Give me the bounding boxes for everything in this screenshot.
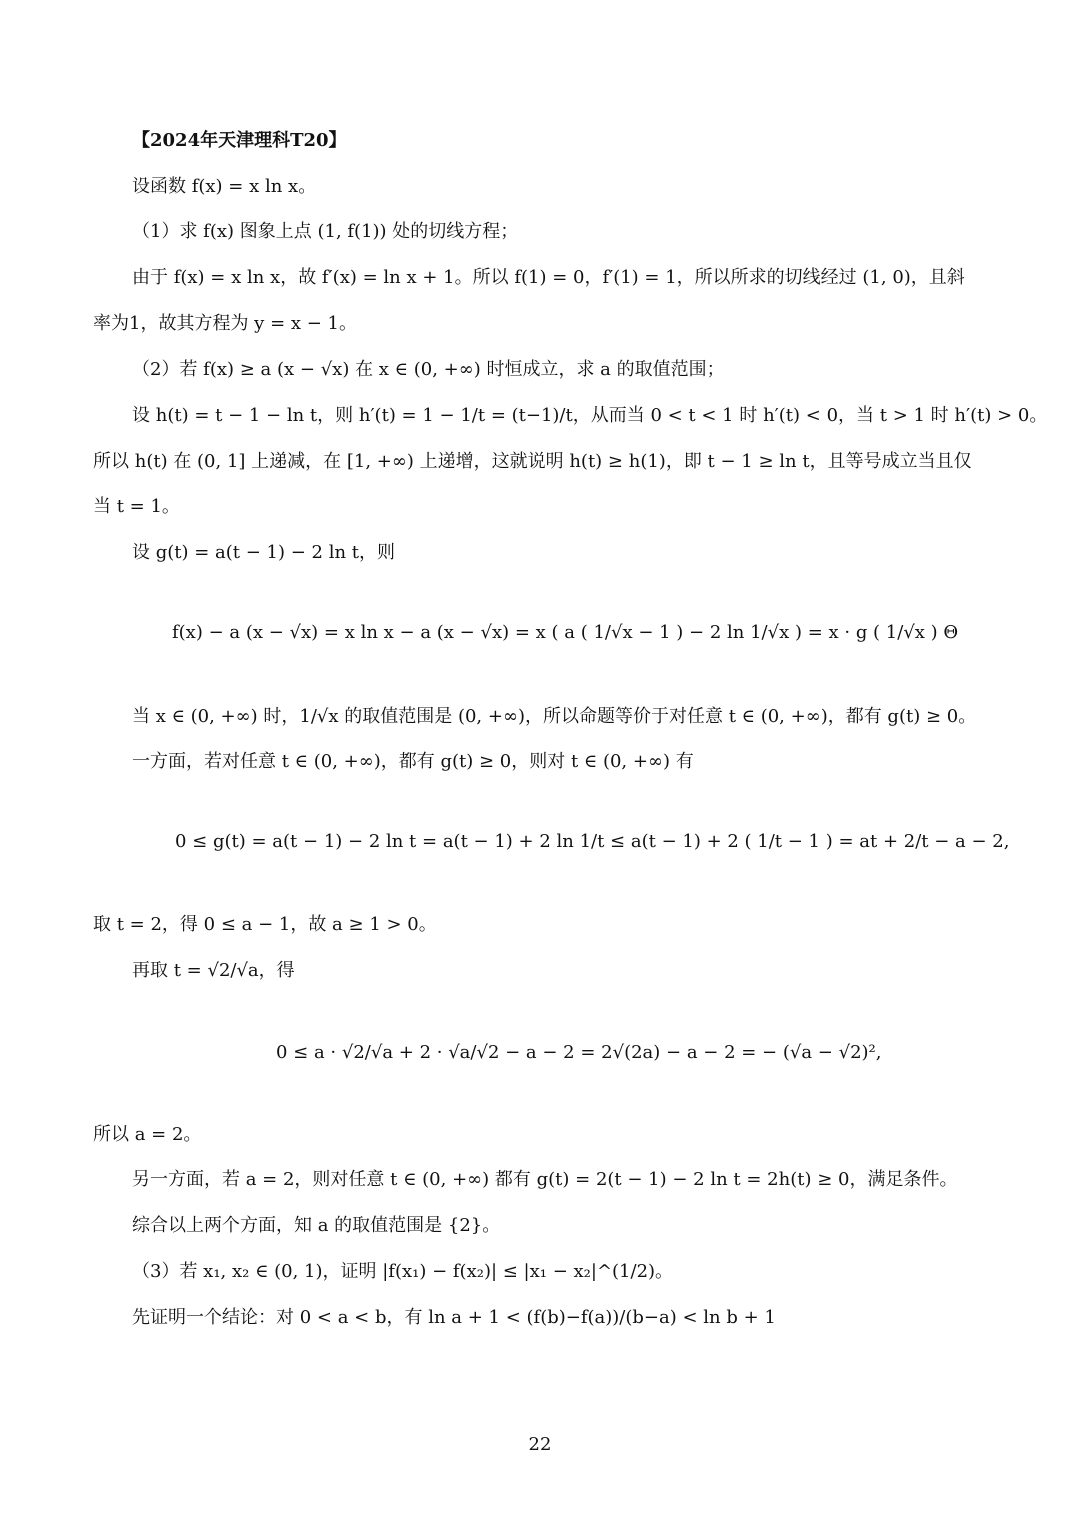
part1-question: （1）求 f(x) 图象上点 (1, f(1)) 处的切线方程；: [132, 221, 519, 242]
g-definition: 设 g(t) = a(t − 1) − 2 ln t，则: [132, 542, 396, 563]
h-definition-line2: 所以 h(t) 在 (0, 1] 上递减，在 [1, +∞) 上递增，这就说明 h(t) ≥ h(1)，即 t − 1 ≥ ln t，且等号成立当且仅: [93, 451, 972, 472]
equivalence-statement: 当 x ∈ (0, +∞) 时，1/√x 的取值范围是 (0, +∞)，所以命题等价于对任意 t ∈ (0, +∞)，都有 g(t) ≥ 0。: [132, 706, 977, 727]
one-side-statement: 一方面，若对任意 t ∈ (0, +∞)，都有 g(t) ≥ 0，则对 t ∈ (0, +∞) 有: [132, 751, 694, 772]
part2-question: （2）若 f(x) ≥ a (x − √x) 在 x ∈ (0, +∞) 时恒成立，求 a 的取值范围；: [132, 359, 725, 380]
problem-title: 【2024年天津理科T20】: [132, 130, 347, 151]
problem-intro: 设函数 f(x) = x ln x。: [132, 176, 317, 197]
part1-solution-line1: 由于 f(x) = x ln x，故 f′(x) = ln x + 1。所以 f(1) = 0，f′(1) = 1，所以所求的切线经过 (1, 0)，且斜: [132, 267, 965, 288]
take-t-equals-2: 取 t = 2，得 0 ≤ a − 1，故 a ≥ 1 > 0。: [93, 914, 437, 935]
h-definition-line1: 设 h(t) = t − 1 − ln t，则 h′(t) = 1 − 1/t = (t−1)/t，从而当 0 < t < 1 时 h′(t) < 0，当 t > 1 时 h′(t) > 0。: [132, 405, 1048, 426]
display-equation-3: 0 ≤ a · √2/√a + 2 · √a/√2 − a − 2 = 2√(2a) − a − 2 = − (√a − √2)²,: [276, 1042, 882, 1063]
h-definition-line3: 当 t = 1。: [93, 496, 180, 517]
part1-solution-line2: 率为1，故其方程为 y = x − 1。: [93, 313, 357, 334]
part2-conclusion: 综合以上两个方面，知 a 的取值范围是 {2}。: [132, 1215, 501, 1236]
part3-question: （3）若 x₁, x₂ ∈ (0, 1)，证明 |f(x₁) − f(x₂)| ≤ |x₁ − x₂|^(1/2)。: [132, 1261, 674, 1282]
retake-t: 再取 t = √2/√a，得: [132, 960, 295, 981]
lemma-statement: 先证明一个结论：对 0 < a < b，有 ln a + 1 < (f(b)−f(a))/(b−a) < ln b + 1: [132, 1307, 776, 1328]
display-equation-1: f(x) − a (x − √x) = x ln x − a (x − √x) = x ( a ( 1/√x − 1 ) − 2 ln 1/√x ) = x · g ( 1/√x ) Θ: [172, 622, 959, 643]
display-equation-2: 0 ≤ g(t) = a(t − 1) − 2 ln t = a(t − 1) + 2 ln 1/t ≤ a(t − 1) + 2 ( 1/t − 1 ) = at + 2/t − a − 2,: [175, 831, 1010, 852]
a-equals-2: 所以 a = 2。: [93, 1124, 202, 1145]
page-number: 22: [528, 1434, 552, 1455]
other-side-statement: 另一方面，若 a = 2，则对任意 t ∈ (0, +∞) 都有 g(t) = 2(t − 1) − 2 ln t = 2h(t) ≥ 0，满足条件。: [132, 1169, 958, 1190]
